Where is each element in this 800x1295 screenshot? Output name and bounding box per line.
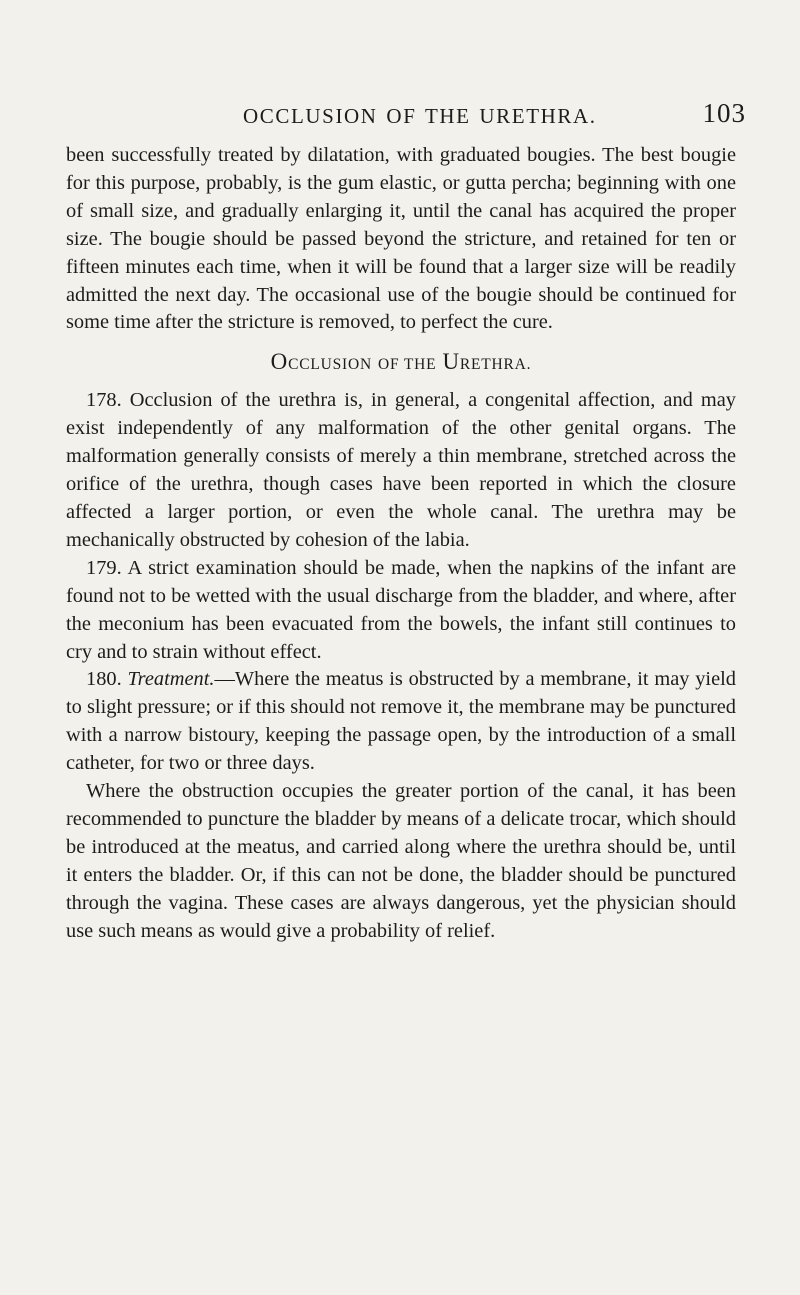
heading-initial-2: U	[442, 349, 460, 375]
running-title: OCCLUSION OF THE URETHRA.	[243, 104, 597, 128]
body-text	[66, 142, 736, 945]
heading-initial-1: O	[270, 349, 289, 375]
continuation-paragraph: been successfully treated by dilatation, with graduated bougies. The best bougie for this purpose, probably, is the gum elastic, or gutta percha; beginning with one of small size, and gradually enlarging it, until the canal has acquired the proper size. The bougie should be passed beyond the stricture, and retained for ten or fifteen minutes each time, when it will be found that a larger size will be readily admitted the next day. The occasional use of the bougie should be continued for some time after the stricture is removed, to perfect the cure.	[66, 144, 736, 334]
heading-word-2: RETHRA.	[459, 356, 532, 374]
heading-word-1: CCLUSION	[288, 356, 372, 374]
running-head	[0, 98, 800, 134]
section-heading	[66, 351, 736, 376]
paragraph-180-text: —Where the meatus is obstructed by a membrane, it may yield to slight pressure; or if this should not remove it, the membrane may be punctured with a narrow bistoury, keeping the passage open, by the introduction of a small catheter, for two or three days.	[66, 668, 736, 775]
paragraph-179: 179. A strict examination should be made, when the napkins of the infant are found not to be wetted with the usual discharge from the bladder, and where, after the meconium has been evacuated from the bowels, the infant still continues to cry and to strain without effect.	[66, 556, 736, 663]
treatment-label: Treatment.	[127, 668, 215, 691]
heading-connector: OF THE	[378, 356, 437, 374]
page-number: 103	[702, 98, 746, 128]
paragraph-final: Where the obstruction occupies the greater portion of the canal, it has been recommended to puncture the bladder by means of a delicate trocar, which should be introduced at the meatus, and carried along where the urethra should be, until it enters the bladder. Or, if this can not be done, the bladder should be punctured through the vagina. These cases are always dangerous, yet the physician should use such means as would give a probability of relief.	[66, 780, 736, 942]
paragraph-178: 178. Occlusion of the urethra is, in general, a congenital affection, and may exist independently of any malformation of the other genital organs. The malformation generally consists of merely a thin membrane, stretched across the orifice of the urethra, though cases have been reported in which the closure affected a larger portion, or even the whole canal. The urethra may be mechanically obstructed by cohesion of the labia.	[66, 389, 736, 551]
paragraph-180	[66, 666, 736, 778]
paragraph-180-number: 180.	[86, 668, 122, 691]
